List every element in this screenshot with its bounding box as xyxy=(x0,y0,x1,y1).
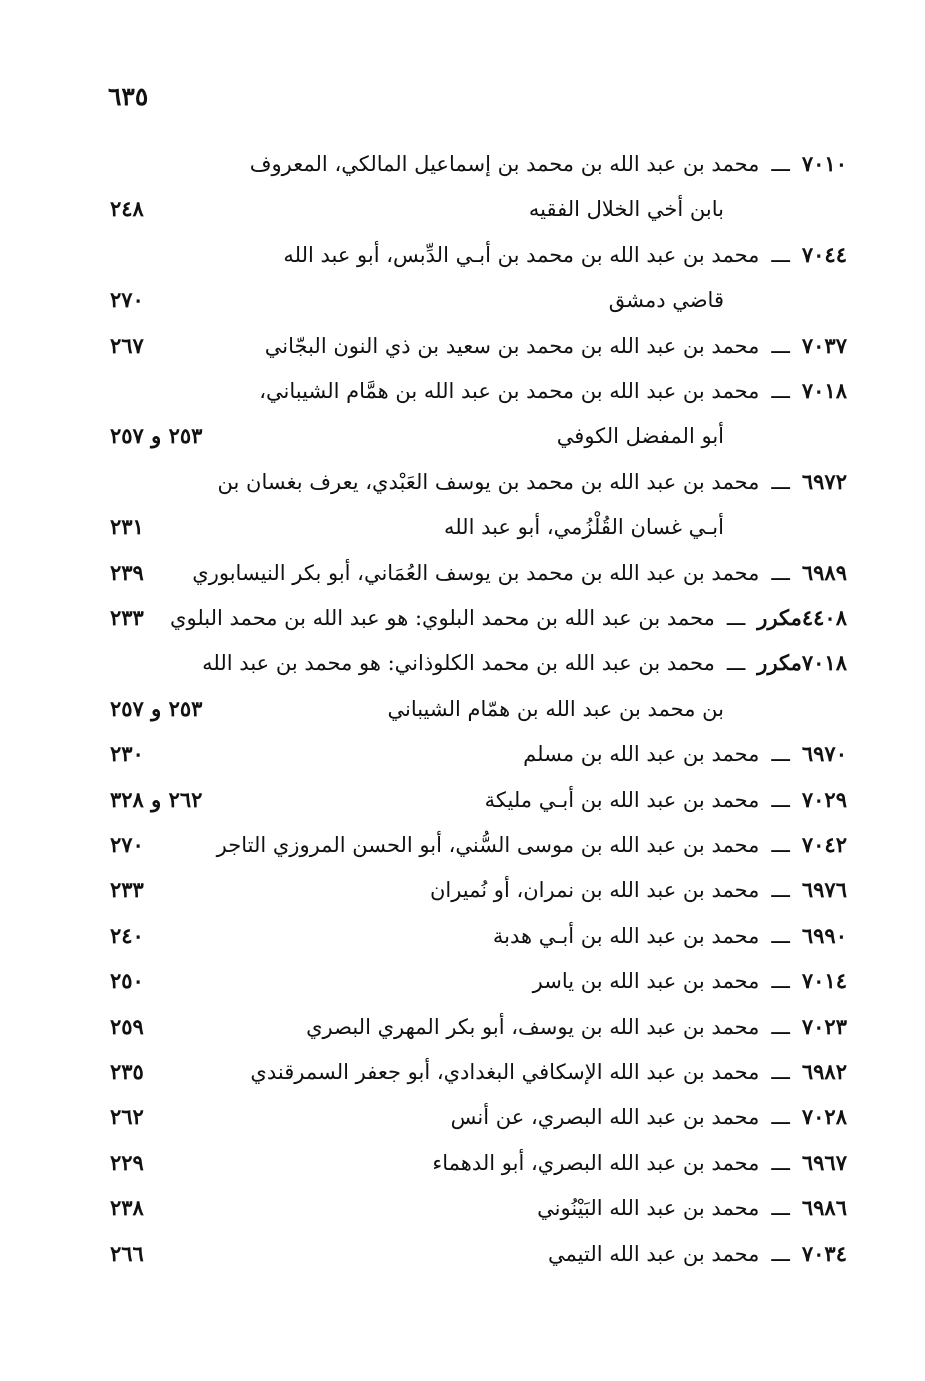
entry-dash: ـــ xyxy=(771,787,790,812)
index-line xyxy=(110,460,847,504)
entry-number: ٦٩٨٦ xyxy=(801,1195,847,1221)
entry-text: محمد بن عبد الله بن محمد بن يوسف العَبْدي، يعرف بغسان بن xyxy=(217,469,760,494)
entry-text: محمد بن عبد الله بن أبـي هدبة xyxy=(492,923,760,948)
entry-dash: ـــ xyxy=(771,1241,790,1266)
entry-dash: ـــ xyxy=(771,152,790,176)
index-entry-continuation xyxy=(609,278,724,322)
index-entry xyxy=(533,959,847,1003)
index-line xyxy=(110,1095,847,1139)
index-line xyxy=(110,414,847,458)
index-line xyxy=(110,959,847,1003)
index-line xyxy=(110,914,847,958)
page-reference: ٢٦٢ و ٣٢٨ xyxy=(110,786,203,812)
page-reference: ٢٣٠ xyxy=(110,741,144,767)
entry-dash: ـــ xyxy=(726,651,746,676)
entry-number: ٧٠١٤ xyxy=(801,968,847,994)
index-entry xyxy=(202,641,847,685)
page-reference: ٢٥٣ و ٢٥٧ xyxy=(110,695,203,721)
page-reference: ٢٣٨ xyxy=(110,1195,144,1221)
page-reference: ٢٣٩ xyxy=(110,559,144,585)
index-entry xyxy=(430,868,847,912)
entry-number: ٧٠٣٧ xyxy=(801,332,847,358)
entry-dash: ـــ xyxy=(771,1105,790,1130)
page-reference: ٢٤٠ xyxy=(110,922,144,948)
entry-number: ٧٠٢٣ xyxy=(801,1013,847,1039)
entry-text: محمد بن عبد الله البَيْنُوني xyxy=(537,1196,760,1221)
entry-dash: ـــ xyxy=(771,1060,790,1084)
entry-text: محمد بن عبد الله بن محمد بن إسماعيل المالكي، المعروف xyxy=(249,152,760,176)
index-entry xyxy=(259,369,847,413)
page-reference: ٢٧٠ xyxy=(110,832,144,857)
entry-number: ٦٩٧٦ xyxy=(801,877,847,903)
index-entry xyxy=(250,1050,847,1094)
index-entry xyxy=(170,596,847,640)
entry-number: ٦٩٨٩ xyxy=(801,559,847,585)
entry-dash: ـــ xyxy=(771,969,790,994)
entry-text: قاضي دمشق xyxy=(608,288,724,313)
page-reference: ٢٦٢ xyxy=(110,1104,144,1130)
index-entry-continuation xyxy=(444,505,724,549)
index-entry xyxy=(306,1005,847,1049)
entry-number: ٧٠١٨ xyxy=(801,378,847,403)
index-entry xyxy=(192,551,847,595)
entry-dash: ـــ xyxy=(771,469,790,494)
entry-text: محمد بن عبد الله بن أبـي مليكة xyxy=(484,787,760,812)
entry-text: محمد بن عبد الله التيمي xyxy=(548,1241,760,1266)
entry-text: محمد بن عبد الله بن ياسر xyxy=(532,969,760,994)
index-entry xyxy=(451,1095,847,1139)
entry-text: محمد بن عبد الله بن نمران، أو نُميران xyxy=(429,878,760,903)
index-line xyxy=(110,551,847,595)
index-line xyxy=(110,687,847,731)
index-line xyxy=(110,1005,847,1049)
page-reference: ٢٦٧ xyxy=(110,332,144,358)
index-entry xyxy=(548,1232,847,1276)
entry-text: بابن أخي الخلال الفقيه xyxy=(528,197,724,222)
entry-number: ٧٠٢٨ xyxy=(801,1104,847,1130)
entry-dash: ـــ xyxy=(771,242,790,267)
index-entry-continuation xyxy=(529,187,724,231)
entry-dash: ـــ xyxy=(771,1196,790,1221)
index-entry xyxy=(493,914,847,958)
entry-text: محمد بن عبد الله بن موسى السُّني، أبو الحسن المروزي التاجر xyxy=(216,833,760,857)
entry-number: ٦٩٧٠ xyxy=(801,741,847,767)
entry-dash: ـــ xyxy=(771,923,790,948)
entry-number: ٧٠١٨مكرر xyxy=(757,650,847,676)
entry-text: محمد بن عبد الله بن محمد بن عبد الله بن همَّام الشيباني، xyxy=(259,379,760,403)
index-line xyxy=(110,1050,847,1094)
entry-number: ٧٠٤٤ xyxy=(801,241,847,267)
entry-text: محمد بن عبد الله بن محمد البلوي: هو عبد الله بن محمد البلوي xyxy=(170,606,715,630)
index-line xyxy=(110,278,847,322)
entry-number: ٧٠٤٢ xyxy=(801,832,847,857)
entry-text: محمد بن عبد الله بن محمد بن يوسف العُمَاني، أبو بكر النيسابوري xyxy=(192,560,760,585)
index-line xyxy=(110,369,847,413)
index-entry-continuation xyxy=(557,414,724,458)
entry-text: محمد بن عبد الله بن محمد الكلوذاني: هو محمد بن عبد الله xyxy=(202,651,715,676)
index-entry xyxy=(218,460,847,504)
page-reference: ٢٧٠ xyxy=(110,287,144,313)
entry-number: ٦٩٩٠ xyxy=(801,922,847,948)
page-reference: ٢٣٣ xyxy=(110,605,144,630)
entry-dash: ـــ xyxy=(771,333,790,358)
entry-dash: ـــ xyxy=(771,878,790,903)
index-line xyxy=(110,596,847,640)
entry-dash: ـــ xyxy=(771,560,790,585)
index-entry xyxy=(265,324,847,368)
index-entry xyxy=(523,732,847,776)
entry-text: محمد بن عبد الله الإسكافي البغدادي، أبو جعفر السمرقندي xyxy=(250,1060,760,1084)
index-line xyxy=(110,1186,847,1230)
entry-number: ٦٩٦٧ xyxy=(801,1149,847,1175)
index-entry xyxy=(217,823,847,867)
entry-number: ٧٠١٠ xyxy=(801,151,847,176)
entry-number: ٧٠٣٤ xyxy=(801,1240,847,1266)
index-line xyxy=(110,641,847,685)
entry-text: محمد بن عبد الله البصري، أبو الدهماء xyxy=(432,1150,760,1175)
index-entry-continuation xyxy=(387,687,724,731)
index-line xyxy=(110,778,847,822)
entry-text: محمد بن عبد الله بن محمد بن أبـي الدِّبس، أبو عبد الله xyxy=(283,242,760,267)
page-reference: ٢٣٥ xyxy=(110,1059,144,1084)
index-entry xyxy=(432,1141,847,1185)
entry-text: محمد بن عبد الله بن مسلم xyxy=(523,742,760,767)
index-line xyxy=(110,505,847,549)
index-line xyxy=(110,233,847,277)
entry-text: محمد بن عبد الله البصري، عن أنس xyxy=(450,1105,760,1130)
index-line xyxy=(110,187,847,231)
entry-dash: ـــ xyxy=(771,1150,790,1175)
entry-number: ٧٠٢٩ xyxy=(801,786,847,812)
page-number: ٦٣٥ xyxy=(108,82,149,111)
entry-dash: ـــ xyxy=(771,742,790,767)
index-line xyxy=(110,1141,847,1185)
index-line xyxy=(110,868,847,912)
index-line xyxy=(110,1232,847,1276)
entry-number: ٦٩٧٢ xyxy=(801,468,847,494)
entry-number: ٤٤٠٨مكرر xyxy=(757,605,847,630)
entry-text: محمد بن عبد الله بن يوسف، أبو بكر المهري البصري xyxy=(306,1014,760,1039)
page-reference: ٢٦٦ xyxy=(110,1240,144,1266)
page-reference: ٢٣٣ xyxy=(110,877,144,903)
index-entry xyxy=(250,142,847,186)
entry-dash: ـــ xyxy=(771,1014,790,1039)
index-entry xyxy=(537,1186,847,1230)
entry-text: محمد بن عبد الله بن محمد بن سعيد بن ذي النون البجّاني xyxy=(264,333,760,358)
page-reference: ٢٥٠ xyxy=(110,968,144,994)
index-line xyxy=(110,324,847,368)
index-line xyxy=(110,142,847,186)
entry-dash: ـــ xyxy=(726,606,746,630)
entry-dash: ـــ xyxy=(771,379,790,403)
page-reference: ٢٣١ xyxy=(110,514,144,540)
entry-text: بن محمد بن عبد الله بن همّام الشيباني xyxy=(387,696,724,721)
entry-text: أبو المفضل الكوفي xyxy=(556,424,724,449)
page-reference: ٢٤٨ xyxy=(110,196,144,222)
index-line xyxy=(110,732,847,776)
index-entry xyxy=(485,778,847,822)
page-reference: ٢٢٩ xyxy=(110,1149,144,1175)
page-reference: ٢٥٩ xyxy=(110,1013,144,1039)
page-reference: ٢٥٣ و ٢٥٧ xyxy=(110,423,203,449)
index-line xyxy=(110,823,847,867)
entry-dash: ـــ xyxy=(771,833,790,857)
index-entry xyxy=(283,233,847,277)
entry-text: أبـي غسان القُلْزُمي، أبو عبد الله xyxy=(443,515,724,540)
entry-number: ٦٩٨٢ xyxy=(801,1059,847,1084)
